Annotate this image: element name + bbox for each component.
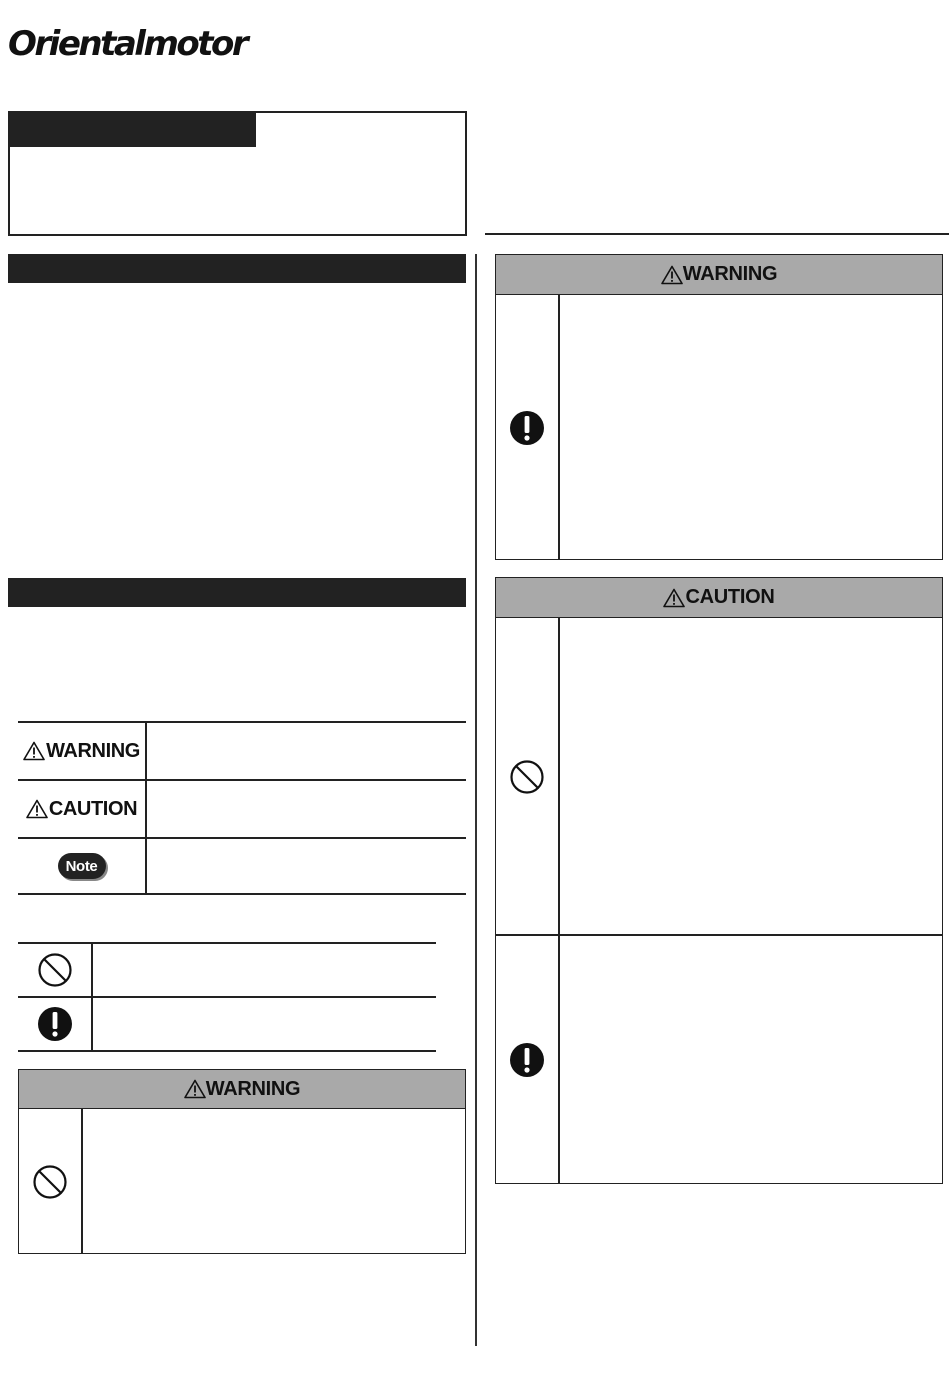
warning-box-header xyxy=(496,255,942,295)
column-divider xyxy=(475,254,477,1346)
caution-label xyxy=(18,781,145,837)
prohibition-icon xyxy=(32,1164,68,1200)
warning-box-header xyxy=(19,1070,465,1109)
warning-box-icon-cell xyxy=(19,1110,81,1253)
note-badge-icon: Note xyxy=(58,853,106,879)
mandatory-action-icon xyxy=(37,1006,73,1042)
prohibition-icon xyxy=(37,952,73,988)
caution-label-text: CAUTION xyxy=(48,797,138,820)
caution-row-divider xyxy=(496,934,942,936)
prohibition-symbol-cell xyxy=(18,944,91,996)
warning-box-header-text: WARNING xyxy=(682,263,778,285)
title-tab xyxy=(8,111,256,147)
warning-triangle-icon xyxy=(184,1079,206,1099)
icon-column-rule xyxy=(558,618,560,1183)
warning-label xyxy=(18,723,145,779)
brand-logo: Orientalmotor xyxy=(8,24,247,64)
warning-triangle-icon xyxy=(661,265,683,285)
caution-box-header xyxy=(496,578,942,618)
table-rule xyxy=(18,893,466,895)
caution-row-2-icon-cell xyxy=(496,936,558,1183)
note-label xyxy=(18,839,145,893)
caution-row-1-icon-cell xyxy=(496,619,558,934)
mandatory-action-icon xyxy=(509,410,545,446)
warning-triangle-icon xyxy=(23,741,45,761)
caution-box-header-text: CAUTION xyxy=(685,586,775,608)
warning-label-text: WARNING xyxy=(46,739,140,762)
prohibition-icon xyxy=(509,759,545,795)
mandatory-symbol-cell xyxy=(18,998,91,1050)
warning-box-header-text: WARNING xyxy=(205,1077,301,1100)
warning-triangle-icon xyxy=(26,799,48,819)
caution-box-right xyxy=(495,577,943,1184)
icon-column-rule xyxy=(558,295,560,559)
table-rule xyxy=(18,1050,436,1052)
section-header-1 xyxy=(8,254,466,283)
section-header-2 xyxy=(8,578,466,607)
header-rule xyxy=(485,233,949,235)
table-column-rule xyxy=(91,942,93,1051)
mandatory-action-icon xyxy=(509,1042,545,1078)
icon-column-rule xyxy=(81,1109,83,1253)
warning-triangle-icon xyxy=(663,588,685,608)
warning-box-right xyxy=(495,254,943,560)
table-column-rule xyxy=(145,721,147,894)
warning-box-icon-cell xyxy=(496,296,558,559)
